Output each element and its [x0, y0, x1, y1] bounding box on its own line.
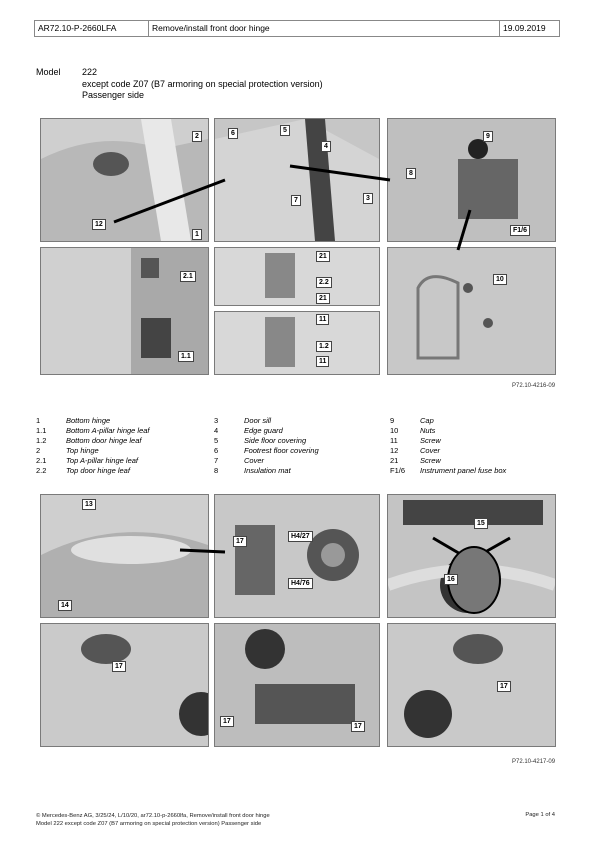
- legend-item: 5 Side floor covering: [214, 436, 307, 445]
- doc-id: AR72.10-P-2660LFA: [35, 21, 149, 36]
- callout-2-1: 2.1: [180, 271, 196, 282]
- footer-text: [36, 812, 270, 828]
- footer-copyright: © Mercedes-Benz AG, 3/25/24, L/10/20, ar72.10-p-2660lfa, Remove/install front door hinge: [36, 813, 270, 819]
- callout-17-console-right: 17: [351, 721, 365, 732]
- callout-4: 4: [321, 141, 331, 152]
- callout-17-console-left: 17: [220, 716, 234, 727]
- model-label: Model: [36, 67, 61, 77]
- doc-date: 19.09.2019: [503, 23, 546, 33]
- callout-1-1: 1.1: [178, 351, 194, 362]
- legend-item: 3 Door sill: [214, 416, 272, 425]
- callout-11-bottom: 11: [316, 356, 329, 367]
- legend-item: 12 Cover: [390, 446, 441, 455]
- callout-5: 5: [280, 125, 290, 136]
- callout-12: 12: [92, 219, 106, 230]
- callout-9: 9: [483, 131, 493, 142]
- doc-title: Remove/install front door hinge: [149, 21, 500, 36]
- callout-13: 13: [82, 499, 96, 510]
- legend-item: 7 Cover: [214, 456, 265, 465]
- figure1-id: P72.10-4216-09: [512, 383, 556, 389]
- footer-model: Model 222 except code Z07 (B7 armoring on special protection version) Passenger side: [36, 821, 262, 827]
- callout-15: 15: [474, 518, 488, 529]
- legend-item: 10 Nuts: [390, 426, 436, 435]
- legend-item: 9 Cap: [390, 416, 434, 425]
- legend-item: 1.2 Bottom door hinge leaf: [36, 436, 142, 445]
- callout-8: 8: [406, 168, 416, 179]
- legend-item: 2.1 Top A-pillar hinge leaf: [36, 456, 138, 465]
- callout-14: 14: [58, 600, 72, 611]
- callout-6: 6: [228, 128, 238, 139]
- callout-H4-27: H4/27: [288, 531, 313, 542]
- model-exception: except code Z07 (B7 armoring on special protection version): [82, 78, 323, 89]
- callout-1-2: 1.2: [316, 341, 332, 352]
- legend-item: 2.2 Top door hinge leaf: [36, 466, 130, 475]
- callout-1: 1: [192, 229, 202, 240]
- callout-16: 16: [444, 574, 458, 585]
- callout-F1-6: F1/6: [510, 225, 530, 236]
- model-number: 222: [82, 67, 98, 77]
- callout-17-right-vent: 17: [497, 681, 511, 692]
- page-number: Page 1 of 4: [525, 812, 555, 818]
- legend-item: 1.1 Bottom A-pillar hinge leaf: [36, 426, 150, 435]
- figure2-id: P72.10-4217-09: [512, 759, 556, 765]
- callout-11-top: 11: [316, 314, 329, 325]
- legend-item: 21 Screw: [390, 456, 441, 465]
- callout-21-bottom: 21: [316, 293, 330, 304]
- callout-3: 3: [363, 193, 373, 204]
- legend-item: 1 Bottom hinge: [36, 416, 111, 425]
- legend-item: 11 Screw: [390, 436, 441, 445]
- model-side: Passenger side: [82, 90, 145, 100]
- legend-item: 2 Top hinge: [36, 446, 99, 455]
- callout-21-top: 21: [316, 251, 330, 262]
- legend-item: 8 Insulation mat: [214, 466, 291, 475]
- callout-H4-76: H4/76: [288, 578, 313, 589]
- callout-2-2: 2.2: [316, 277, 332, 288]
- callout-10: 10: [493, 274, 507, 285]
- legend-item: 6 Footrest floor covering: [214, 446, 319, 455]
- callout-17-left-vent: 17: [112, 661, 126, 672]
- legend-item: F1/6 Instrument panel fuse box: [390, 466, 507, 475]
- callout-7: 7: [291, 195, 301, 206]
- callout-2: 2: [192, 131, 202, 142]
- legend-item: 4 Edge guard: [214, 426, 283, 435]
- callout-17-speaker: 17: [233, 536, 247, 547]
